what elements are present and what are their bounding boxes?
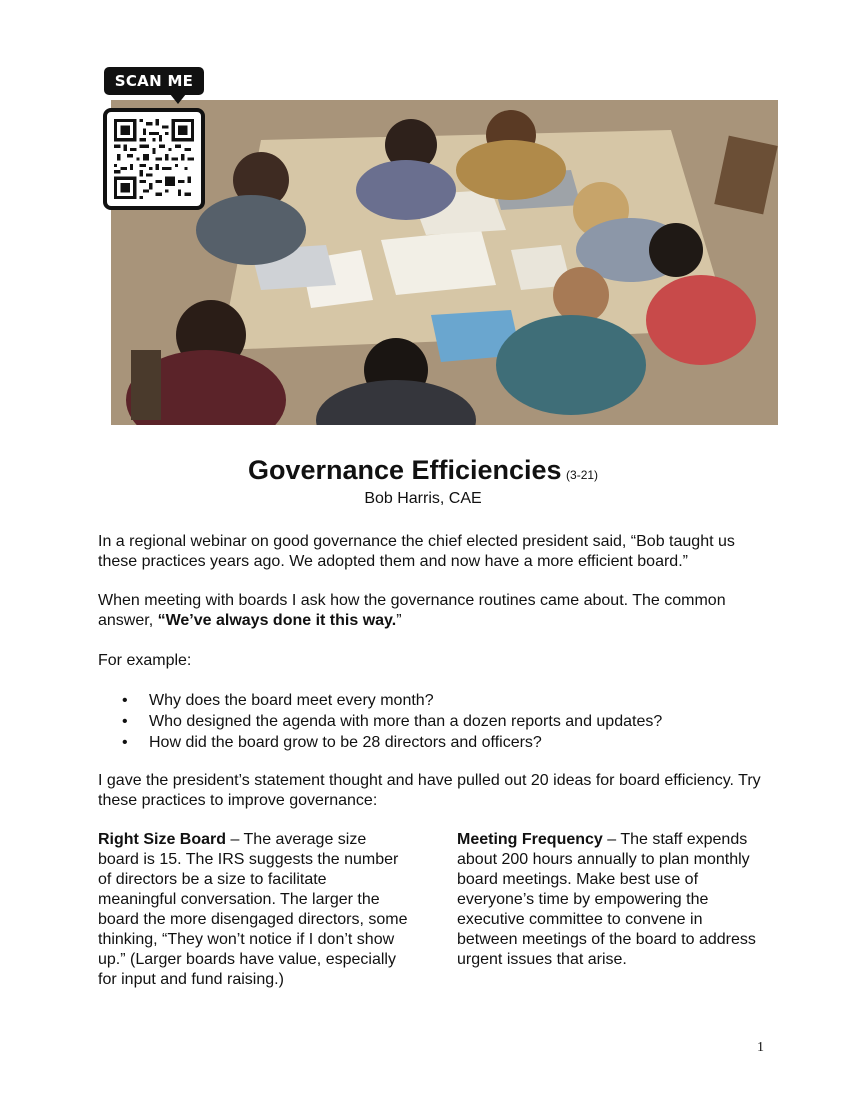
page-title: Governance Efficiencies (247, 455, 562, 485)
section-text: – The staff expends about 200 hours annually to plan monthly board meetings. Make best use of everyone’s time by empowering the executive committee to convene in between meetings of the board to address urgent issues that arise. (457, 831, 756, 968)
list-item: • Why does the board meet every month? (122, 690, 662, 711)
meeting-photo (111, 100, 778, 425)
p2-text: When meeting with boards I ask how the governance routines came about. The common answer, (98, 592, 726, 629)
section-heading: Meeting Frequency (457, 831, 603, 848)
scan-me-badge (104, 67, 204, 95)
bullet-list (122, 690, 662, 753)
intro-paragraph-1: In a regional webinar on good governance the chief elected president said, “Bob taught us these practices years ago. We adopted them and now have a more efficient board.” (98, 533, 735, 570)
intro-paragraph-3: For example: (98, 652, 192, 669)
title-date-code: (3-21) (566, 468, 599, 482)
page-number: 1 (757, 1040, 764, 1055)
intro-paragraph-4: I gave the president’s statement thought and have pulled out 20 ideas for board efficiency. Try these practices to improve governance: (98, 772, 761, 809)
title-block (0, 455, 846, 486)
scan-me-label: SCAN ME (114, 72, 194, 90)
section-right-size-board (98, 830, 408, 990)
p2-quote-end: ” (396, 612, 402, 629)
author-line: Bob Harris, CAE (364, 490, 482, 507)
p2-quote: “We’ve always done it this way. (157, 612, 397, 629)
intro-paragraph-2 (98, 591, 778, 631)
section-meeting-frequency (457, 830, 767, 970)
section-heading: Right Size Board (98, 831, 227, 848)
list-item: • Who designed the agenda with more than a dozen reports and updates? (122, 711, 662, 732)
qr-code-icon (114, 119, 194, 199)
list-item: • How did the board grow to be 28 directors and officers? (122, 732, 662, 753)
section-text: – The average size board is 15. The IRS suggests the number of directors be a size to facilitate meaningful conversation. The larger the board the more disengaged directors, some thinking, “They won’t notice if I don’t show up.” (Larger boards have value, especially for input and fund raising.) (98, 831, 408, 988)
qr-code[interactable] (103, 108, 205, 210)
scan-me-pointer (170, 94, 186, 104)
